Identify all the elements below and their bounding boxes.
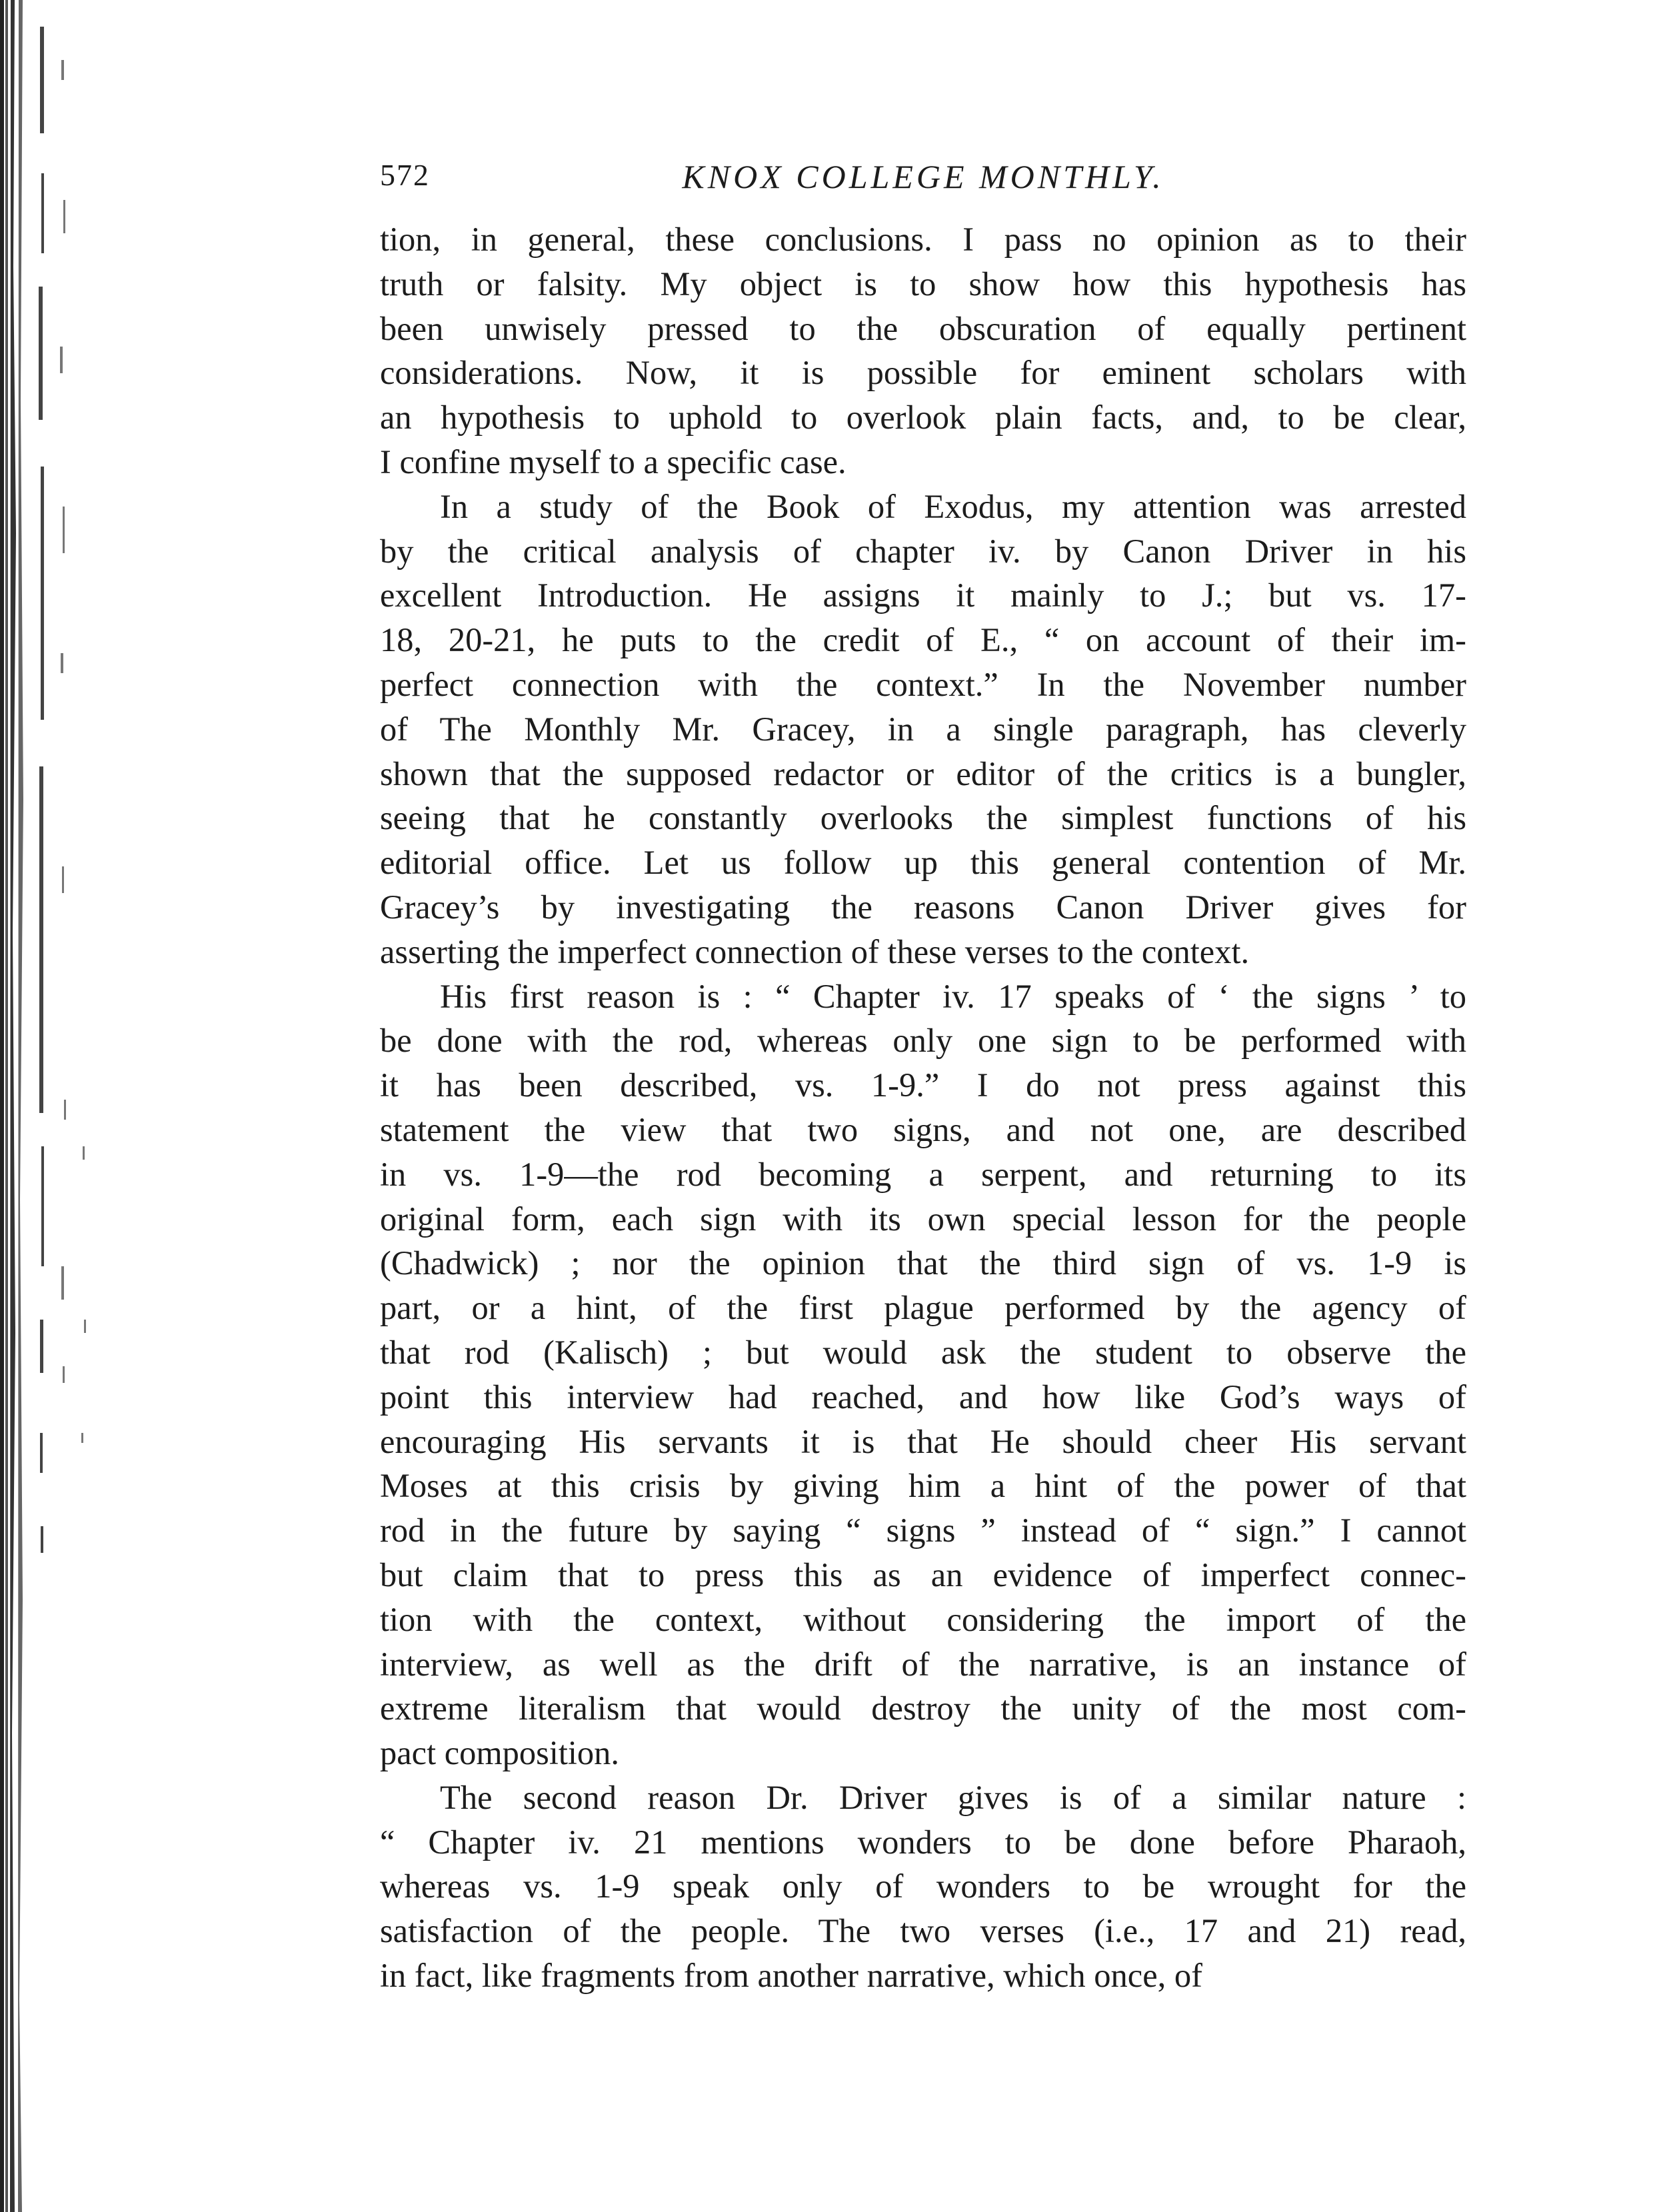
paragraph [380,1775,1466,1998]
text-line: that rod (Kalisch) ; but would ask the student to observe the [380,1333,1466,1371]
text-line: truth or falsity. My object is to show how this hypothesis has [380,265,1466,303]
text-line: but claim that to press this as an evidence of imperfect connec- [380,1556,1466,1594]
text-line: shown that the supposed redactor or editor of the critics is a bungler, [380,754,1466,792]
running-head [380,157,1466,217]
text-line: rod in the future by saying “ signs ” instead of “ sign.” I cannot [380,1512,1466,1550]
text-line: been unwisely pressed to the obscuration of equally pertinent [380,309,1466,347]
text-line: Gracey’s by investigating the reasons Canon Driver gives for [380,888,1466,926]
text-line: tion, in general, these conclusions. I pass no opinion as to their [380,221,1466,258]
text-line: considerations. Now, it is possible for eminent scholars with [380,354,1466,392]
journal-title: KNOX COLLEGE MONTHLY. [682,158,1164,195]
text-line: whereas vs. 1-9 speak only of wonders to be wrought for the [380,1867,1466,1905]
text-line: excellent Introduction. He assigns it mainly to J.; but vs. 17- [380,576,1466,614]
text-line: seeing that he constantly overlooks the simplest functions of his [380,799,1466,837]
text-line: point this interview had reached, and how like God’s ways of [380,1378,1466,1416]
paragraph [380,485,1466,974]
text-line: encouraging His servants it is that He should cheer His servant [380,1422,1466,1460]
text-line: In a study of the Book of Exodus, my attention was arrested [440,487,1466,525]
text-line: an hypothesis to uphold to overlook plain facts, and, to be clear, [380,399,1466,437]
page-number: 572 [380,158,430,192]
text-line: perfect connection with the context.” In the November number [380,665,1466,703]
scanned-binding-edge [0,0,100,2212]
text-line: His first reason is : “ Chapter iv. 17 speaks of ‘ the signs ’ to [440,977,1466,1015]
body-text [380,217,1466,1998]
text-line: (Chadwick) ; nor the opinion that the third sign of vs. 1-9 is [380,1244,1466,1282]
book-page [380,157,1466,1998]
text-line: original form, each sign with its own special lesson for the people [380,1200,1466,1238]
text-line: interview, as well as the drift of the narrative, is an instance of [380,1645,1466,1683]
text-line: editorial office. Let us follow up this general contention of Mr. [380,844,1466,882]
text-line: “ Chapter iv. 21 mentions wonders to be done before Pharaoh, [380,1823,1466,1861]
text-line: in fact, like fragments from another narrative, which once, of [380,1957,1202,1995]
text-line: by the critical analysis of chapter iv. by Canon Driver in his [380,532,1466,570]
text-line: statement the view that two signs, and not one, are described [380,1110,1466,1148]
paragraph [380,217,1466,485]
text-line: in vs. 1-9—the rod becoming a serpent, and returning to its [380,1155,1466,1193]
text-line: of The Monthly Mr. Gracey, in a single paragraph, has cleverly [380,710,1466,748]
text-line: satisfaction of the people. The two verses (i.e., 17 and 21) read, [380,1912,1466,1950]
text-line: asserting the imperfect connection of these verses to the context. [380,932,1250,970]
text-line: I confine myself to a specific case. [380,443,846,481]
text-line: Moses at this crisis by giving him a hint of the power of that [380,1467,1466,1505]
text-line: extreme literalism that would destroy the unity of the most com- [380,1689,1466,1727]
text-line: be done with the rod, whereas only one sign to be performed with [380,1022,1466,1060]
text-line: pact composition. [380,1734,620,1772]
text-line: it has been described, vs. 1-9.” I do not press against this [380,1066,1466,1104]
paragraph [380,974,1466,1775]
text-line: tion with the context, without considering the import of the [380,1600,1466,1638]
text-line: The second reason Dr. Driver gives is of a similar nature : [440,1778,1466,1816]
text-line: 18, 20-21, he puts to the credit of E., “ on account of their im- [380,621,1466,659]
text-line: part, or a hint, of the first plague performed by the agency of [380,1289,1466,1327]
